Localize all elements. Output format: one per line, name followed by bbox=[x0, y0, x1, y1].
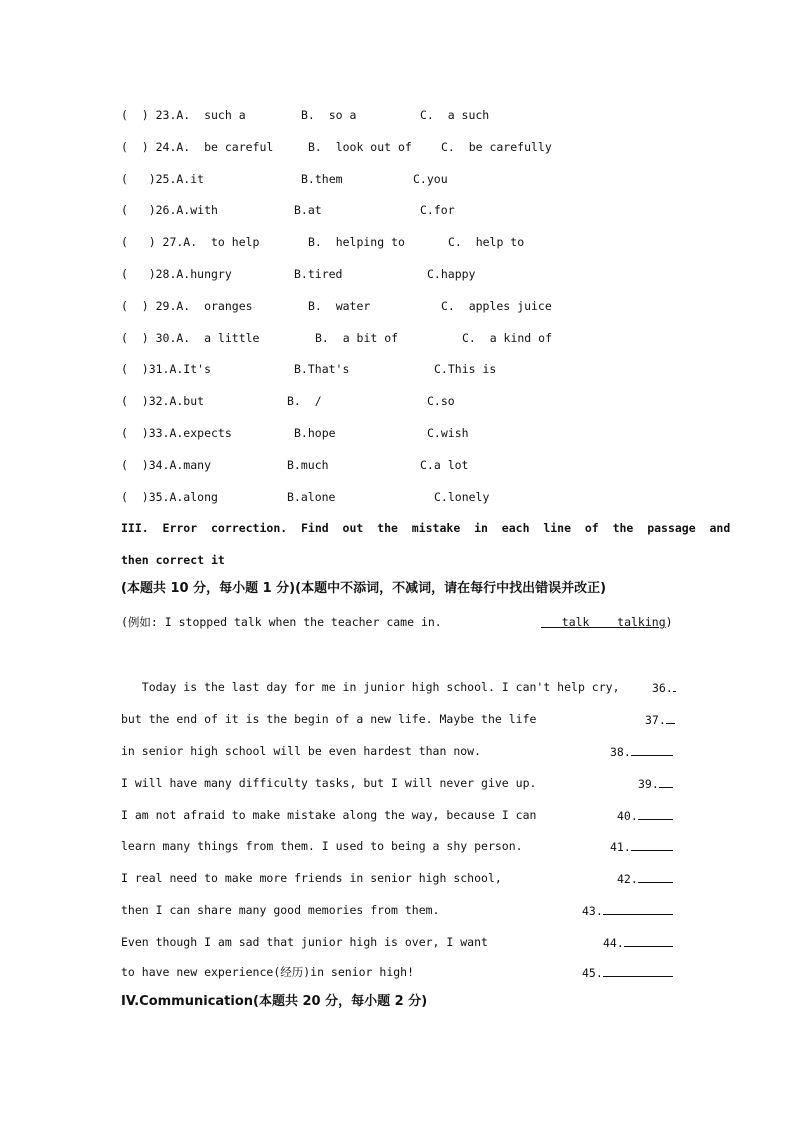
answer-blank[interactable] bbox=[631, 742, 673, 756]
option-row-34 bbox=[121, 457, 469, 473]
option-b: B.hope bbox=[294, 426, 336, 440]
option-row-31 bbox=[121, 361, 497, 377]
option-a: ( )28.A.hungry bbox=[121, 267, 232, 281]
option-row-30 bbox=[121, 330, 553, 346]
option-c: C.so bbox=[427, 394, 455, 408]
example-line bbox=[121, 613, 673, 631]
section-3-instructions: (本题共 10 分，每小题 1 分)(本题中不添词，不减词，请在每行中找出错误并改正) bbox=[121, 581, 607, 596]
answer-slot-45[interactable]: 45. bbox=[582, 963, 673, 982]
option-row-32 bbox=[121, 393, 455, 409]
option-c: C.for bbox=[420, 203, 455, 217]
passage-line-39 bbox=[0, 774, 794, 792]
option-row-27 bbox=[121, 234, 525, 250]
option-c: C.you bbox=[413, 172, 448, 186]
option-a: ( )35.A.along bbox=[121, 490, 218, 504]
option-row-26 bbox=[121, 202, 455, 218]
passage-text: to have new experience(经历)in senior high! bbox=[121, 965, 415, 979]
example-sentence: (例如: I stopped talk when the teacher came in. bbox=[121, 615, 442, 629]
answer-blank[interactable] bbox=[673, 678, 676, 692]
passage-line-38 bbox=[0, 742, 794, 760]
passage-text: Even though I am sad that junior high is over, I want bbox=[121, 935, 488, 949]
option-c: C. a kind of bbox=[462, 331, 553, 345]
option-c: C. be carefully bbox=[441, 140, 552, 154]
passage-line-45 bbox=[0, 963, 794, 981]
section-3-title-line2: then correct it bbox=[121, 553, 225, 567]
passage-text: in senior high school will be even hardest than now. bbox=[121, 744, 482, 758]
passage-line-42 bbox=[0, 869, 794, 887]
option-b: B. water bbox=[308, 299, 371, 313]
answer-slot-36[interactable]: 36. bbox=[652, 678, 676, 697]
option-a: ( )34.A.many bbox=[121, 458, 212, 472]
option-a: ( )25.A.it bbox=[121, 172, 205, 186]
passage-text: Today is the last day for me in junior high school. I can't help cry, bbox=[121, 680, 620, 694]
option-a: ( ) 27.A. to help bbox=[121, 235, 260, 249]
answer-blank[interactable] bbox=[603, 901, 673, 915]
option-a: ( ) 30.A. a little bbox=[121, 331, 260, 345]
passage-line-43 bbox=[0, 901, 794, 919]
option-c: C. apples juice bbox=[441, 299, 552, 313]
answer-blank[interactable] bbox=[624, 933, 673, 947]
section-3-title-line1: III. Error correction. Find out the mistake in each line of the passage and bbox=[121, 521, 731, 535]
option-a: ( )31.A.It's bbox=[121, 362, 212, 376]
option-b: B.much bbox=[287, 458, 329, 472]
option-c: C. a such bbox=[420, 108, 490, 122]
passage-line-41 bbox=[0, 837, 794, 855]
answer-slot-43[interactable]: 43. bbox=[582, 901, 673, 920]
example-answer bbox=[541, 613, 673, 631]
answer-slot-37[interactable]: 37. bbox=[645, 710, 675, 729]
option-b: B. / bbox=[287, 394, 322, 408]
option-c: C.wish bbox=[427, 426, 469, 440]
passage-line-37 bbox=[0, 710, 794, 728]
option-c: C. help to bbox=[448, 235, 525, 249]
answer-slot-44[interactable]: 44. bbox=[603, 933, 673, 952]
passage-line-40 bbox=[0, 806, 794, 824]
option-b: B.alone bbox=[287, 490, 336, 504]
answer-blank[interactable] bbox=[603, 963, 673, 977]
option-row-23 bbox=[121, 107, 490, 123]
section-4-title: IV.Communication(本题共 20 分，每小题 2 分) bbox=[121, 994, 428, 1009]
option-a: ( )32.A.but bbox=[121, 394, 205, 408]
answer-blank[interactable] bbox=[666, 710, 675, 724]
option-c: C.happy bbox=[427, 267, 476, 281]
option-c: C.a lot bbox=[420, 458, 469, 472]
passage-text: but the end of it is the begin of a new life. Maybe the life bbox=[121, 712, 537, 726]
option-row-25 bbox=[121, 171, 448, 187]
option-row-29 bbox=[121, 298, 552, 314]
option-row-28 bbox=[121, 266, 476, 282]
option-a: ( ) 24.A. be careful bbox=[121, 140, 274, 154]
answer-blank[interactable] bbox=[638, 869, 673, 883]
option-row-33 bbox=[121, 425, 469, 441]
option-row-35 bbox=[121, 489, 490, 505]
option-row-24 bbox=[121, 139, 552, 155]
option-a: ( ) 29.A. oranges bbox=[121, 299, 253, 313]
option-a: ( )26.A.with bbox=[121, 203, 218, 217]
option-b: B. helping to bbox=[308, 235, 405, 249]
option-b: B. a bit of bbox=[315, 331, 399, 345]
passage-text: I will have many difficulty tasks, but I will never give up. bbox=[121, 776, 537, 790]
answer-slot-38[interactable]: 38. bbox=[610, 742, 673, 761]
answer-blank[interactable] bbox=[659, 774, 673, 788]
answer-slot-39[interactable]: 39. bbox=[638, 774, 673, 793]
option-b: B.That's bbox=[294, 362, 350, 376]
passage-line-36 bbox=[0, 678, 794, 696]
passage-text: then I can share many good memories from them. bbox=[121, 903, 440, 917]
option-b: B.at bbox=[294, 203, 322, 217]
option-c: C.lonely bbox=[434, 490, 490, 504]
option-b: B. so a bbox=[301, 108, 357, 122]
option-b: B. look out of bbox=[308, 140, 412, 154]
option-b: B.tired bbox=[294, 267, 343, 281]
answer-blank[interactable] bbox=[631, 837, 673, 851]
option-c: C.This is bbox=[434, 362, 497, 376]
answer-slot-41[interactable]: 41. bbox=[610, 837, 673, 856]
answer-slot-40[interactable]: 40. bbox=[617, 806, 673, 825]
option-a: ( ) 23.A. such a bbox=[121, 108, 246, 122]
example-close-paren: ) bbox=[665, 615, 673, 629]
passage-text: learn many things from them. I used to being a shy person. bbox=[121, 839, 523, 853]
answer-blank[interactable] bbox=[638, 806, 673, 820]
answer-slot-42[interactable]: 42. bbox=[617, 869, 673, 888]
option-b: B.them bbox=[301, 172, 343, 186]
passage-line-44 bbox=[0, 933, 794, 951]
option-a: ( )33.A.expects bbox=[121, 426, 232, 440]
passage-text: I real need to make more friends in senior high school, bbox=[121, 871, 502, 885]
example-correction: talk talking bbox=[541, 615, 666, 629]
passage-text: I am not afraid to make mistake along the way, because I can bbox=[121, 808, 537, 822]
